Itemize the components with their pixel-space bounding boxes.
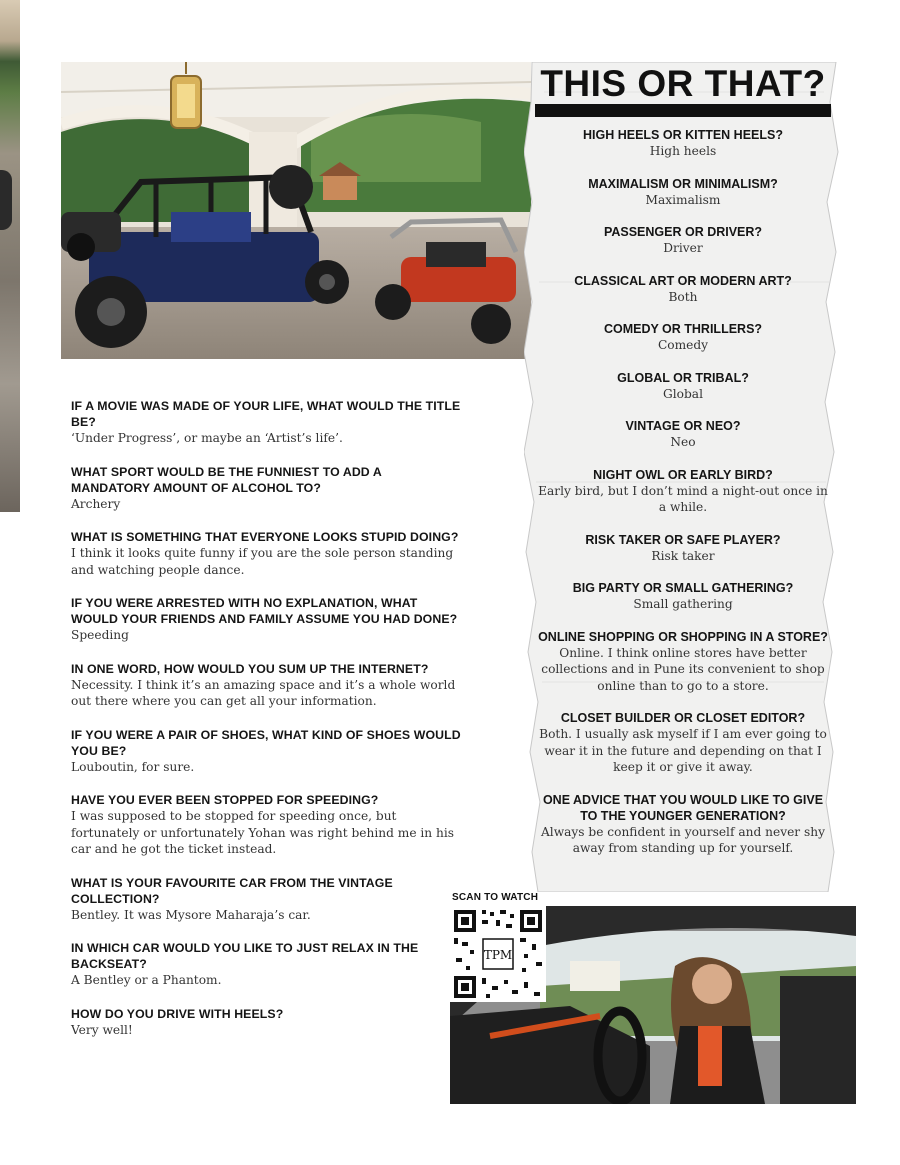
list-item: [71, 940, 461, 989]
list-item: [534, 224, 832, 257]
answer: Archery: [71, 496, 121, 511]
list-item: [534, 418, 832, 451]
answer: Louboutin, for sure.: [71, 759, 195, 774]
list-item: [534, 710, 832, 776]
question: WHAT IS YOUR FAVOURITE CAR FROM THE VINTAGE COLLECTION?: [71, 875, 393, 906]
question: IF YOU WERE ARRESTED WITH NO EXPLANATION, WHAT WOULD YOUR FRIENDS AND FAMILY ASSUME YOU HAD DONE?: [71, 596, 458, 626]
answer: Very well!: [71, 1022, 133, 1037]
list-item: [71, 792, 461, 858]
question: HAVE YOU EVER BEEN STOPPED FOR SPEEDING?: [71, 793, 379, 807]
question: NIGHT OWL OR EARLY BIRD?: [593, 467, 773, 482]
answer: I was supposed to be stopped for speeding once, but fortunately or unfortunately Yohan was right behind me in his car and he got the ticket instead.: [71, 809, 455, 856]
question: IN ONE WORD, HOW WOULD YOU SUM UP THE INTERNET?: [71, 661, 429, 676]
offroad-vehicles-illustration: [61, 62, 531, 359]
offroad-vehicles-photo: [61, 62, 531, 359]
answer: Small gathering: [633, 597, 733, 611]
question: HIGH HEELS OR KITTEN HEELS?: [582, 128, 783, 142]
question: CLASSICAL ART OR MODERN ART?: [574, 273, 792, 288]
list-item: [71, 727, 461, 776]
list-item: [534, 580, 832, 613]
answer: Both: [668, 289, 698, 304]
question: WHAT IS SOMETHING THAT EVERYONE LOOKS STUPID DOING?: [71, 530, 459, 544]
question: MAXIMALISM OR MINIMALISM?: [588, 176, 778, 191]
list-item: [534, 532, 832, 565]
answer: Always be confident in yourself and never shy away from standing up for yourself.: [541, 824, 825, 855]
answer: I think it looks quite funny if you are the sole person standing and watching people dance.: [71, 546, 454, 577]
question: VINTAGE OR NEO?: [625, 419, 741, 433]
question: WHAT SPORT WOULD BE THE FUNNIEST TO ADD A MANDATORY AMOUNT OF ALCOHOL TO?: [71, 464, 382, 495]
answer: Driver: [663, 241, 703, 255]
list-item: [534, 176, 832, 209]
question: BIG PARTY OR SMALL GATHERING?: [572, 581, 794, 595]
list-item: [534, 321, 832, 354]
list-item: [71, 529, 461, 578]
qr-logo-text: TPM: [483, 948, 513, 962]
question: HOW DO YOU DRIVE WITH HEELS?: [71, 1006, 284, 1021]
list-item: [71, 1006, 461, 1039]
left-edge-photo-strip: [0, 0, 20, 512]
question: ONE ADVICE THAT YOU WOULD LIKE TO GIVE TO THE YOUNGER GENERATION?: [542, 792, 824, 823]
answer: High heels: [649, 144, 717, 158]
list-item: [534, 127, 832, 160]
question: ONLINE SHOPPING OR SHOPPING IN A STORE?: [538, 629, 828, 644]
list-item: [71, 661, 461, 710]
list-item: [534, 467, 832, 516]
answer: Speeding: [71, 628, 129, 642]
answer: Comedy: [657, 338, 709, 352]
qr-block: [450, 892, 546, 1007]
list-item: [71, 875, 461, 924]
list-item: [71, 464, 461, 513]
answer: Early bird, but I don’t mind a night-out once in a while.: [538, 483, 828, 514]
list-item: [534, 792, 832, 857]
question: CLOSET BUILDER OR CLOSET EDITOR?: [560, 711, 806, 725]
answer: Online. I think online stores have better collections and in Pune its convenient to shop online than to go to a store.: [541, 645, 825, 693]
list-item: [71, 595, 461, 644]
answer: Both. I usually ask myself if I am ever going to wear it in the future and depending on that I keep it or give it away.: [539, 727, 827, 774]
list-item: [71, 398, 461, 447]
this-or-that-title: THIS OR THAT?: [540, 63, 826, 104]
answer: Global: [663, 386, 703, 401]
question: GLOBAL OR TRIBAL?: [617, 370, 749, 385]
answer: Bentley. It was Mysore Maharaja’s car.: [71, 907, 311, 922]
list-item: [534, 370, 832, 403]
interview-column: [71, 398, 461, 1055]
list-item: [534, 273, 832, 306]
qr-code-icon[interactable]: [450, 906, 546, 1002]
question: IF YOU WERE A PAIR OF SHOES, WHAT KIND OF SHOES WOULD YOU BE?: [71, 727, 461, 758]
question: COMEDY OR THRILLERS?: [603, 322, 763, 336]
scan-to-watch-label: SCAN TO WATCH: [452, 892, 539, 903]
title-underline-bar: [535, 104, 831, 117]
question: IN WHICH CAR WOULD YOU LIKE TO JUST RELAX IN THE BACKSEAT?: [71, 941, 419, 971]
question: RISK TAKER OR SAFE PLAYER?: [585, 532, 781, 547]
answer: ‘Under Progress’, or maybe an ‘Artist’s life’.: [71, 431, 343, 445]
answer: A Bentley or a Phantom.: [71, 973, 222, 987]
answer: Maximalism: [645, 192, 721, 207]
question: IF A MOVIE WAS MADE OF YOUR LIFE, WHAT WOULD THE TITLE BE?: [71, 399, 461, 429]
answer: Neo: [670, 435, 696, 449]
question: PASSENGER OR DRIVER?: [603, 225, 763, 239]
answer: Risk taker: [651, 548, 715, 563]
answer: Necessity. I think it’s an amazing space and it’s a whole world out there where you can get all your information.: [71, 677, 456, 708]
list-item: [534, 629, 832, 695]
this-or-that-list: [534, 127, 832, 873]
